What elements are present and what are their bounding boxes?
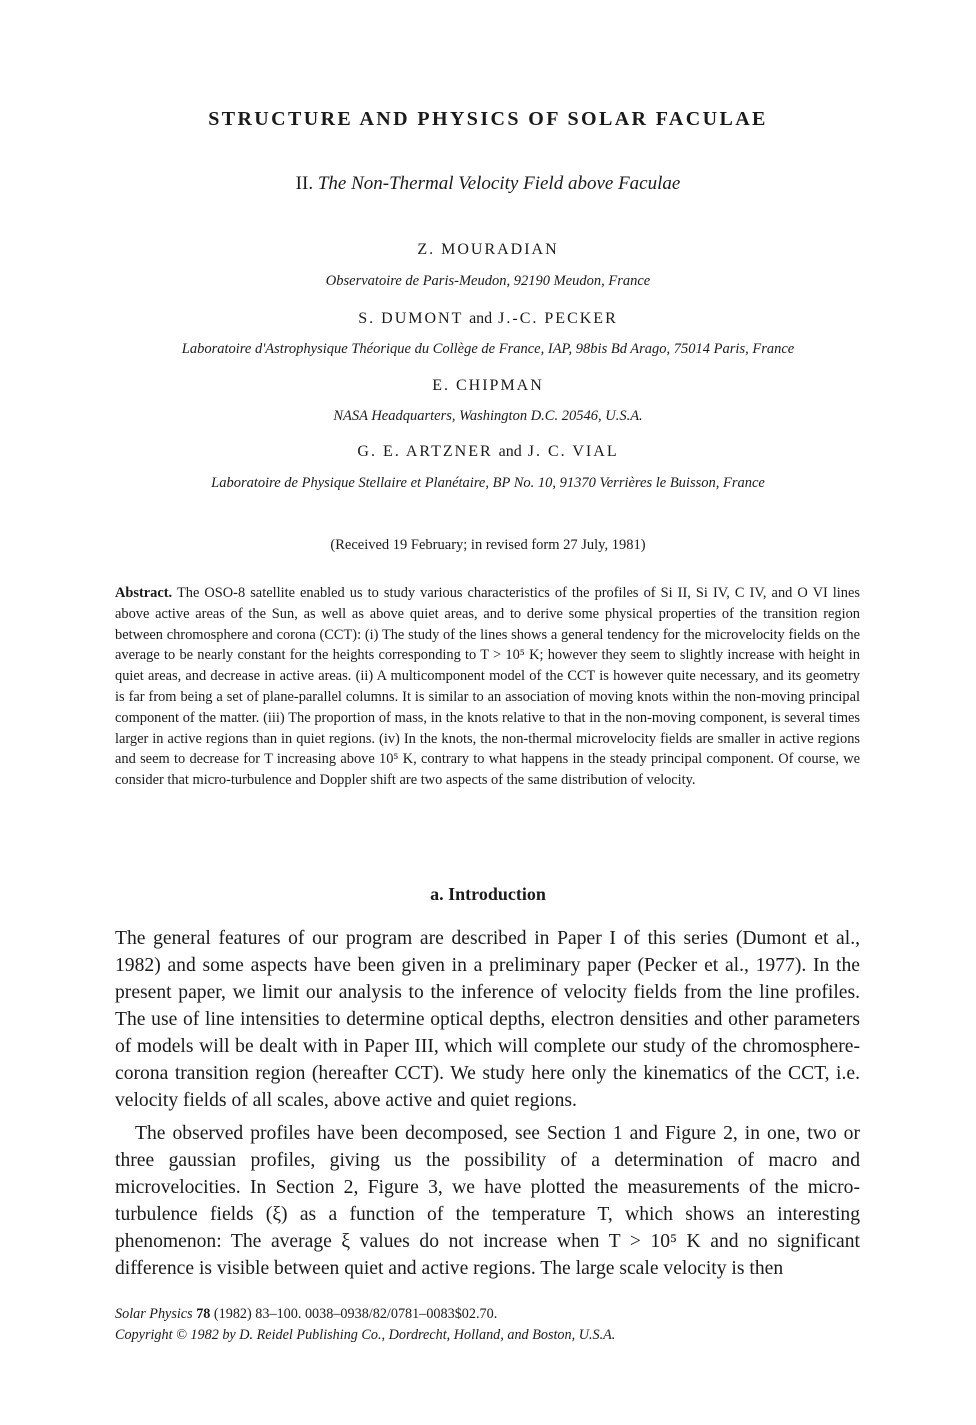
author-line-2 <box>0 310 976 328</box>
author-and: and <box>498 443 522 460</box>
author-line-1 <box>0 241 976 259</box>
author-line-4 <box>0 443 976 461</box>
author-line-3 <box>0 377 976 395</box>
subtitle-number: II. <box>295 173 314 194</box>
affiliation-4: Laboratoire de Physique Stellaire et Planétaire, BP No. 10, 91370 Verrières le Buisson, France <box>211 475 765 491</box>
author-name: S. DUMONT <box>358 310 464 327</box>
journal-name: Solar Physics <box>115 1306 193 1322</box>
author-name: J. C. VIAL <box>527 443 619 460</box>
body-text <box>115 925 860 1282</box>
author-and: and <box>469 310 493 327</box>
abstract <box>115 583 860 791</box>
received-date: (Received 19 February; in revised form 27 July, 1981) <box>330 537 646 553</box>
abstract-label: Abstract. <box>115 585 173 601</box>
abstract-text: The OSO-8 satellite enabled us to study various characteristics of the profiles of Si II, Si IV, C IV, and O VI lines above active areas of the Sun, as well as above quiet areas, and to derive some physical properties of the transition region between chromosphere and corona (CCT): (i) The study of the lines shows a general tendency for the microvelocity fields on the average to be nearly constant for the heights corresponding to T > 10⁵ K; however they seem to slightly increase with height in quiet areas, and decrease in active areas. (ii) A multicomponent model of the CCT is however quite necessary, and its geometry is far from being a set of plane-parallel columns. It is similar to an association of moving knots within the non-moving principal component of the matter. (iii) The proportion of mass, in the knots relative to that in the non-moving component, is several times larger in active regions than in quiet regions. (iv) In the knots, the non-thermal microvelocity fields are smaller in active regions and seem to decrease for T increasing above 10⁵ K, contrary to what happens in the steady principal component. Of course, we consider that micro-turbulence and Doppler shift are two aspects of the same distribution of velocity. <box>115 585 860 789</box>
author-name: J.-C. PECKER <box>498 310 618 327</box>
journal-citation <box>115 1306 497 1323</box>
author-name: Z. MOURADIAN <box>417 241 559 258</box>
paragraph: The observed profiles have been decomposed, see Section 1 and Figure 2, in one, two or three gaussian profiles, giving us the possibility of a determination of macro and microvelocities. In Section 2, Figure 3, we have plotted the measurements of the micro-turbulence fields (ξ) as a function of the temperature T, which shows an interesting phenomenon: The average ξ values do not increase when T > 10⁵ K and no significant difference is visible between quiet and active regions. The large scale velocity is then <box>115 1123 860 1279</box>
journal-details: (1982) 83–100. 0038–0938/82/0781–0083$02.70. <box>213 1306 498 1322</box>
subtitle-text: The Non-Thermal Velocity Field above Faculae <box>317 173 681 194</box>
paragraph: The general features of our program are described in Paper I of this series (Dumont et al., 1982) and some aspects have been given in a preliminary paper (Pecker et al., 1977). In the present paper, we limit our analysis to the inference of velocity fields from the line profiles. The use of line intensities to determine optical depths, electron densities and other parameters of models will be dealt with in Paper III, which will complete our study of the chromosphere-corona transition region (hereafter CCT). We study here only the kinematics of the CCT, i.e. velocity fields of all scales, above active and quiet regions. <box>115 928 860 1111</box>
section-heading: a. Introduction <box>430 884 546 904</box>
journal-volume: 78 <box>196 1306 211 1322</box>
paper-title: STRUCTURE AND PHYSICS OF SOLAR FACULAE <box>208 108 768 130</box>
author-name: E. CHIPMAN <box>432 377 544 394</box>
affiliation-2: Laboratoire d'Astrophysique Théorique du Collège de France, IAP, 98bis Bd Arago, 75014 Paris, France <box>181 341 795 357</box>
author-name: G. E. ARTZNER <box>357 443 493 460</box>
affiliation-1: Observatoire de Paris-Meudon, 92190 Meudon, France <box>325 273 651 289</box>
copyright-line: Copyright © 1982 by D. Reidel Publishing Co., Dordrecht, Holland, and Boston, U.S.A. <box>115 1327 616 1343</box>
affiliation-3: NASA Headquarters, Washington D.C. 20546, U.S.A. <box>333 408 643 424</box>
paper-subtitle <box>0 173 976 195</box>
